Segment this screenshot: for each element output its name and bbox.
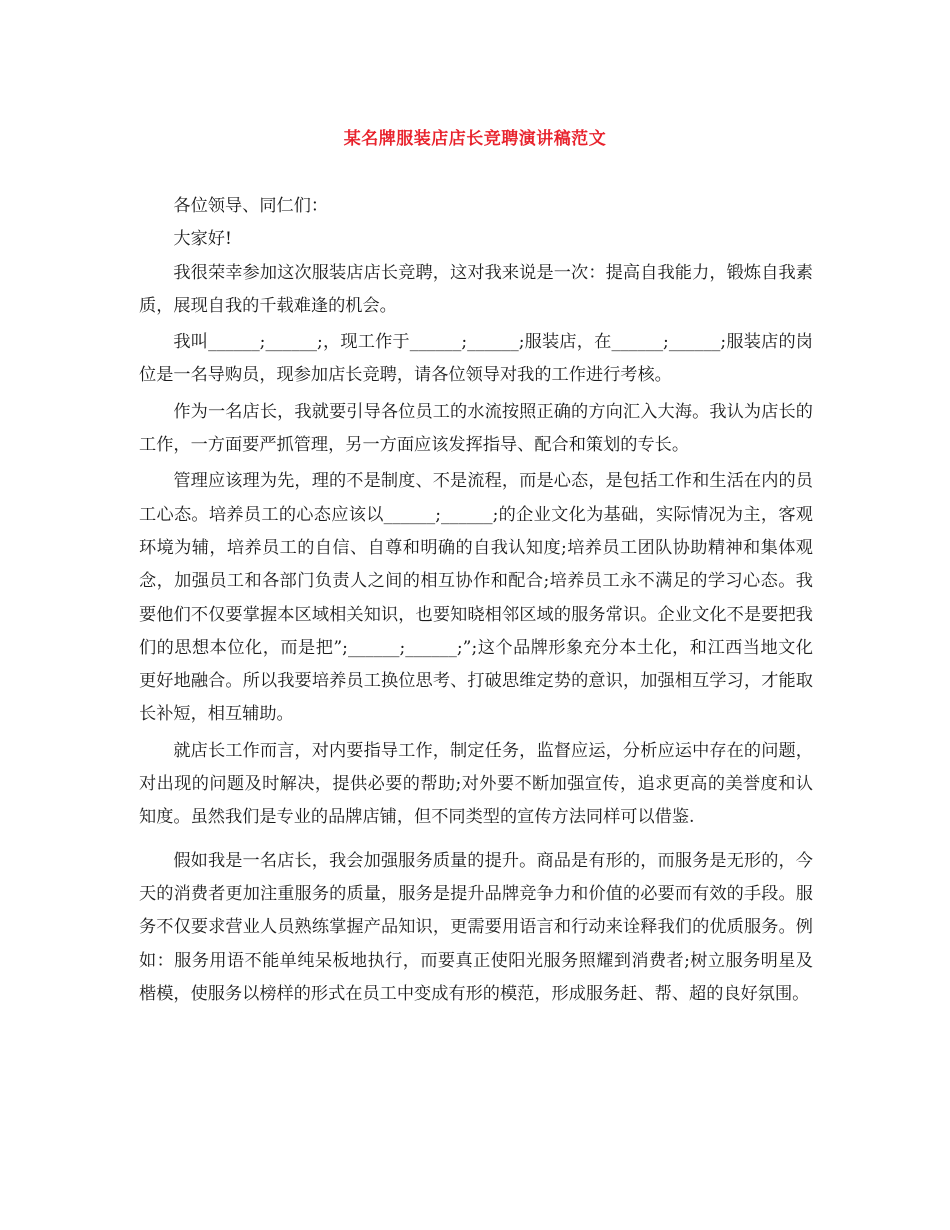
paragraph-salutation: 各位领导、同仁们：: [173, 196, 329, 216]
paragraph-intro: 我很荣幸参加这次服装店店长竞聘，这对我来说是一次：提高自我能力，锻炼自我素质，展现自我的千载难逢的机会。: [139, 262, 813, 316]
paragraph-manager-work: 就店长工作而言，对内要指导工作，制定任务，监督应运，分析应运中存在的问题，对出现的问题及时解决，提供必要的帮助;对外要不断加强宣传，追求更高的美誉度和认知度。虽然我们是专业的品牌店铺，但不同类型的宣传方法同样可以借鉴.: [139, 740, 813, 828]
paragraph-role-of-manager: 作为一名店长，我就要引导各位员工的水流按照正确的方向汇入大海。我认为店长的工作，一方面要严抓管理，另一方面应该发挥指导、配合和策划的专长。: [139, 401, 813, 456]
document-title: 某名牌服装店店长竞聘演讲稿范文: [343, 129, 607, 149]
paragraph-service-quality: 假如我是一名店长，我会加强服务质量的提升。商品是有形的，而服务是无形的，今天的消费者更加注重服务的质量，服务是提升品牌竞争力和价值的必要而有效的手段。服务不仅要求营业人员熟练掌握产品知识，更需要用语言和行动来诠释我们的优质服务。例如：服务用语不能单纯呆板地执行，而要真正使阳光服务照耀到消费者;树立服务明星及楷模，使服务以榜样的形式在员工中变成有形的模范，形成服务赶、帮、超的良好氛围。: [139, 850, 813, 1004]
document-body: [139, 190, 813, 1011]
paragraph-management: 管理应该理为先，理的不是制度、不是流程，而是心态，是包括工作和生活在内的员工心态。培养员工的心态应该以______;______;的企业文化为基础，实际情况为主，客观环境为辅，培养员工的自信、自尊和明确的自我认知度;培养员工团队协助精神和集体观念，加强员工和各部门负责人之间的相互协作和配合;培养员工永不满足的学习心态。我要他们不仅要掌握本区域相关知识，也要知晓相邻区域的服务常识。企业文化不是要把我们的思想本位化，而是把”;______;______;”;这个品牌形象充分本土化，和江西当地文化更好地融合。所以我要培养员工换位思考、打破思维定势的意识，加强相互学习，才能取长补短，相互辅助。: [139, 471, 813, 725]
paragraph-self-introduction: 我叫______;______;，现工作于______;______;服装店，在______;______;服装店的岗位是一名导购员，现参加店长竞聘，请各位领导对我的工作进行考核。: [139, 332, 813, 386]
paragraph-greeting: 大家好!: [173, 229, 232, 250]
